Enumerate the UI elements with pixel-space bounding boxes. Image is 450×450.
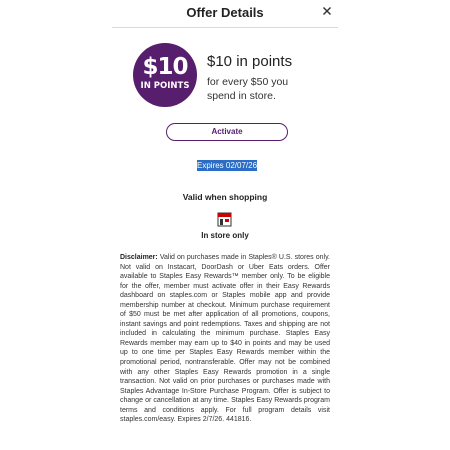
disclaimer-body: Valid on purchases made in Staples® U.S. stores only. Not valid on Instacart, DoorDash or Uber Eats orders. Offer available to Staples Easy Rewards™ member only. To be eligible for the offer, member must activate offer in their Easy Rewards dashboard on staples.com or Staples mobile app and provide membership number at checkout. Minimum purchase requirement of $50 must be met after application of all promotions, coupons, instant savings and point redemptions. Taxes and shipping are not included in calculating the minimum purchase. Staples Easy Rewards member may earn up to $40 in points and may be used up to one time per Staples Easy Rewards member within the promotional period, nontransferable. Offer may not be combined with any other Staples Easy Rewards promotion in a single transaction. Not valid on prior purchases or purchases made with Staples Advantage In-Store Purchase Program. Offer is subject to change or cancellation at any time. Staples Easy Rewards program terms and conditions apply. For full program details visit staples.com/easy. Expires 2/7/26. 441816. xyxy=(120,254,331,424)
badge-subtitle: IN POINTS xyxy=(140,81,190,91)
activate-button[interactable]: Activate xyxy=(166,123,288,141)
store-icon xyxy=(217,211,232,227)
in-store-only-label: In store only xyxy=(201,231,249,240)
offer-title: $10 in points xyxy=(207,53,293,70)
disclaimer-text xyxy=(120,253,330,425)
expiration-date: Expires 02/07/26 xyxy=(197,161,258,170)
disclaimer-label: Disclaimer: xyxy=(120,254,158,261)
close-icon[interactable] xyxy=(320,4,334,18)
points-badge xyxy=(133,43,197,107)
modal-header xyxy=(112,0,338,28)
badge-amount: $10 xyxy=(142,54,188,80)
valid-when-heading: Valid when shopping xyxy=(182,192,268,202)
offer-description: for every $50 you spend in store. xyxy=(207,76,289,102)
page-title: Offer Details xyxy=(186,5,264,20)
